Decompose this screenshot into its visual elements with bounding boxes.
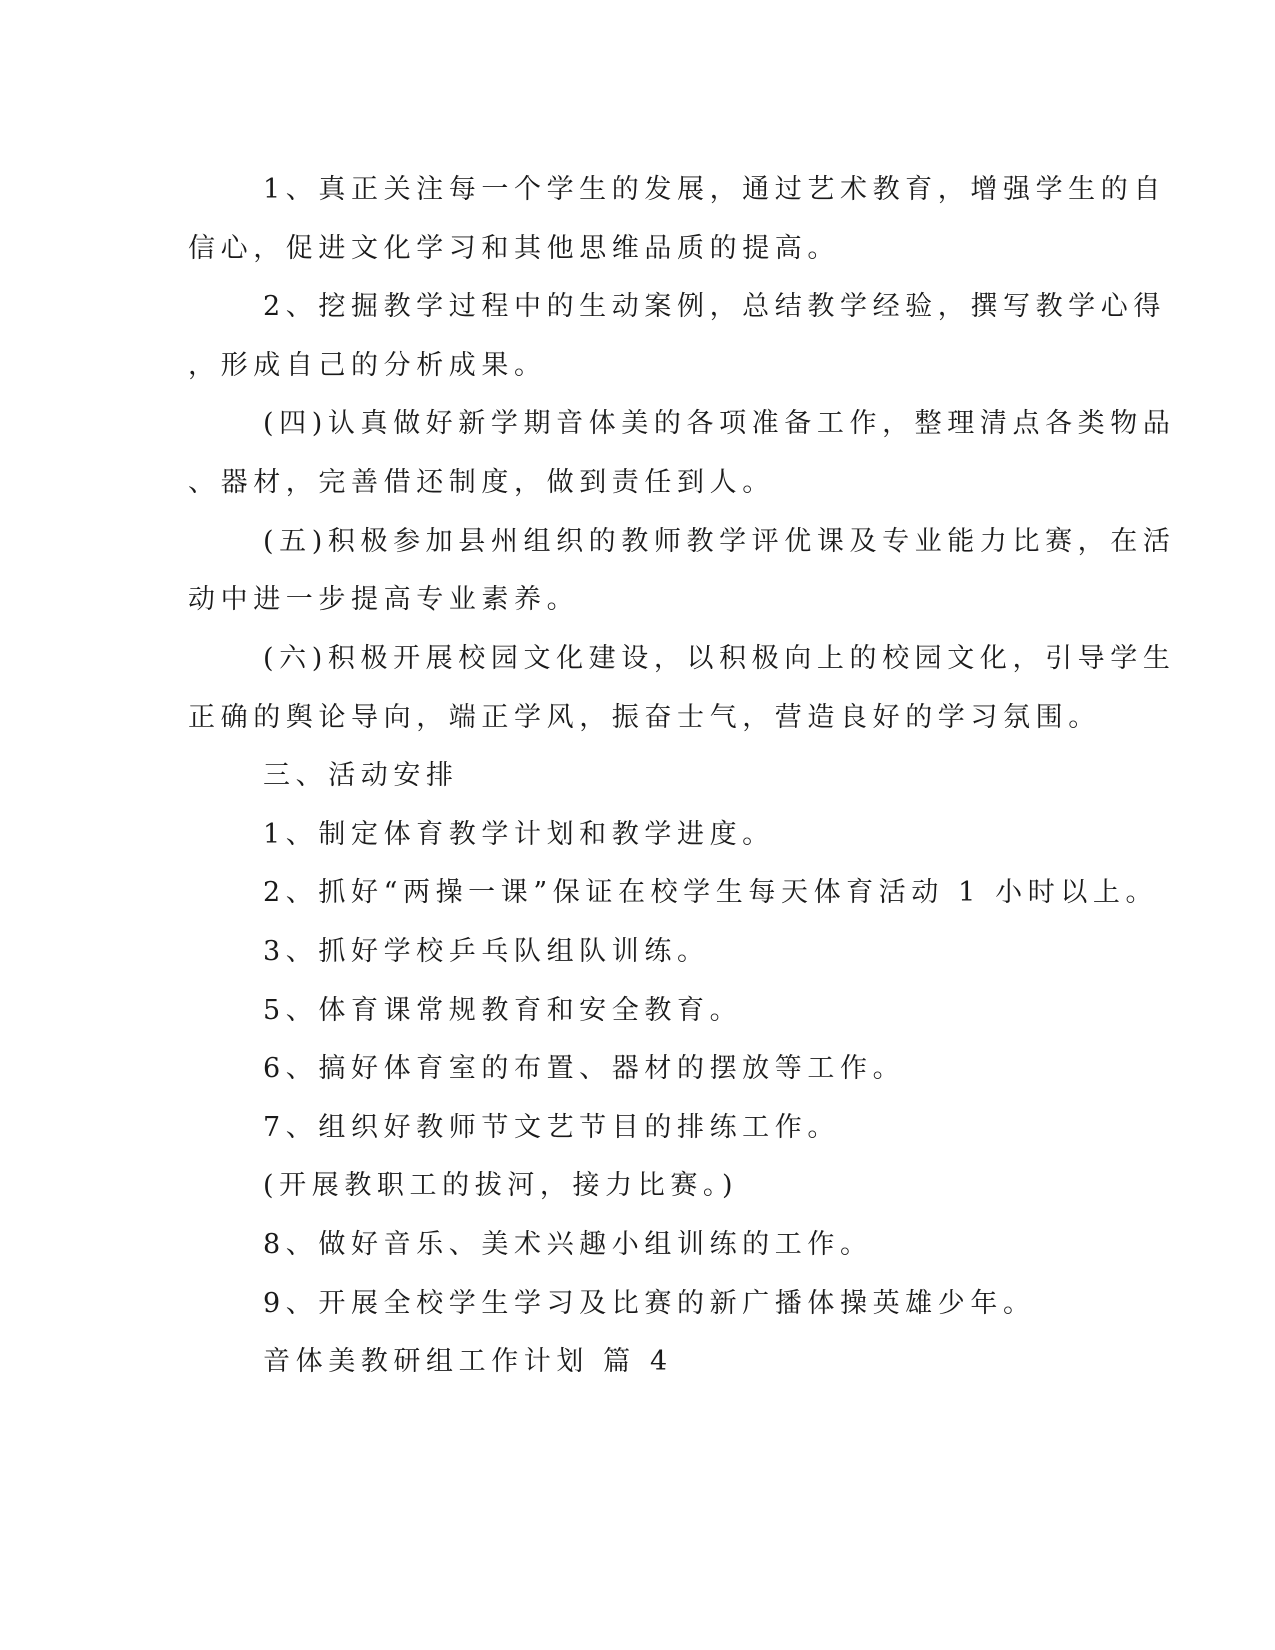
paragraph-line: 、器材，完善借还制度，做到责任到人。 [188, 467, 775, 498]
paragraph-line: (六)积极开展校园文化建设，以积极向上的校园文化，引导学生 [263, 643, 1176, 674]
list-item: 5、体育课常规教育和安全教育。 [263, 995, 743, 1026]
list-item: 2、抓好“两操一课”保证在校学生每天体育活动 1 小时以上。 [263, 877, 1159, 908]
paragraph-line: (四)认真做好新学期音体美的各项准备工作，整理清点各类物品 [263, 408, 1176, 439]
paragraph-line: 动中进一步提高专业素养。 [188, 584, 580, 615]
next-section-title: 音体美教研组工作计划 篇 4 [263, 1346, 673, 1377]
paragraph-line: 正确的舆论导向，端正学风，振奋士气，营造良好的学习氛围。 [188, 702, 1101, 733]
paragraph-line: 信心，促进文化学习和其他思维品质的提高。 [188, 233, 840, 264]
paragraph-line: ，形成自己的分析成果。 [188, 350, 547, 381]
paragraph-line: 2、挖掘教学过程中的生动案例，总结教学经验，撰写教学心得 [263, 291, 1166, 322]
paragraph-line: (五)积极参加县州组织的教师教学评优课及专业能力比赛，在活 [263, 526, 1176, 557]
section-heading: 三、活动安排 [263, 760, 459, 791]
list-item: 8、做好音乐、美术兴趣小组训练的工作。 [263, 1229, 873, 1260]
list-item-note: (开展教职工的拔河，接力比赛。) [263, 1170, 739, 1201]
list-item: 6、搞好体育室的布置、器材的摆放等工作。 [263, 1053, 906, 1084]
list-item: 3、抓好学校乒乓队组队训练。 [263, 936, 710, 967]
paragraph-line: 1、真正关注每一个学生的发展，通过艺术教育，增强学生的自 [263, 174, 1166, 205]
list-item: 1、制定体育教学计划和教学进度。 [263, 819, 775, 850]
list-item: 7、组织好教师节文艺节目的排练工作。 [263, 1112, 840, 1143]
list-item: 9、开展全校学生学习及比赛的新广播体操英雄少年。 [263, 1288, 1036, 1319]
